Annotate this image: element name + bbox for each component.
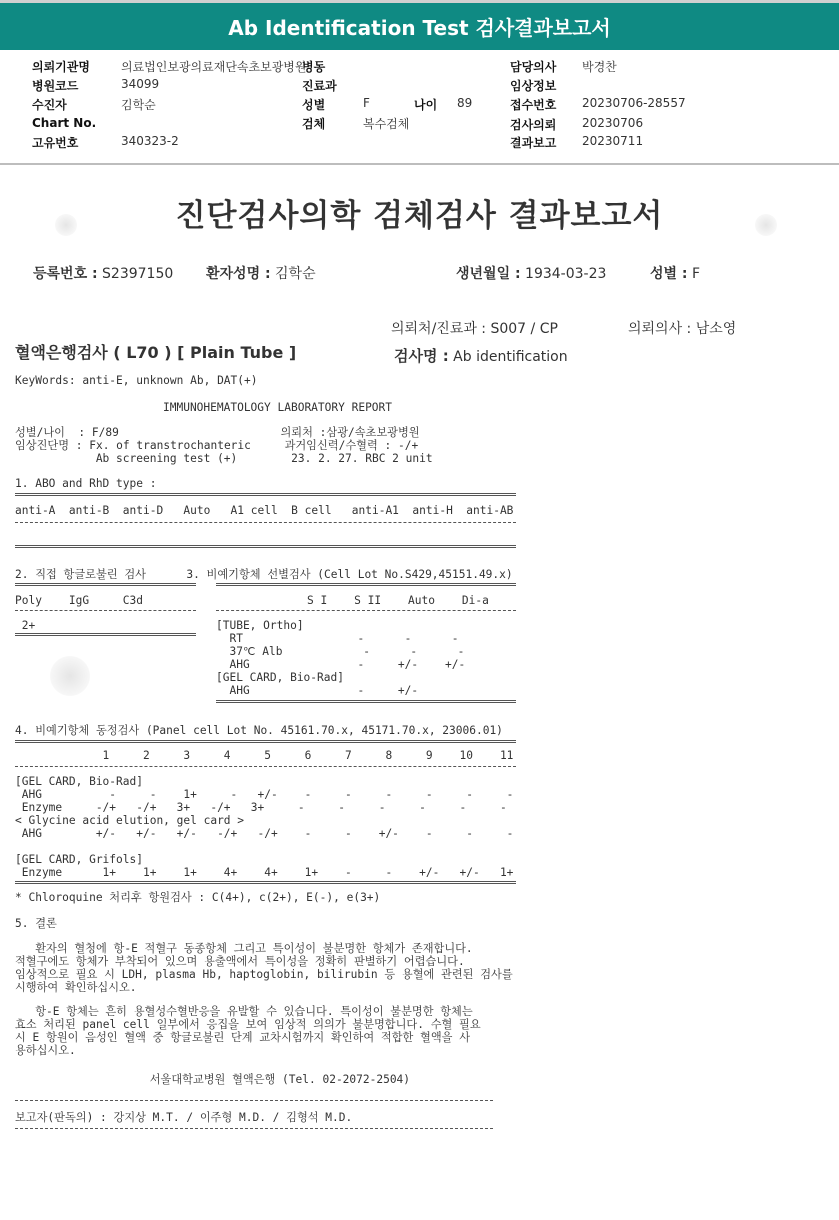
doctor-value: 박경찬 <box>582 60 617 74</box>
specimen-label: 검체 <box>302 117 326 131</box>
abo-mid-rule <box>15 522 516 523</box>
lab-report-heading: IMMUNOHEMATOLOGY LABORATORY REPORT <box>163 401 393 414</box>
unique-no-value: 340323-2 <box>121 134 179 148</box>
scanned-report <box>0 166 839 1220</box>
age-label: 나이 <box>414 98 438 112</box>
req-org-value: 의료법인보광의료재단속초보광병원 <box>121 60 307 74</box>
abo-top-rule <box>15 493 516 496</box>
receipt-no-value: 20230706-28557 <box>582 96 686 110</box>
report-date-value: 20230711 <box>582 134 644 148</box>
panel-mid-rule <box>15 766 516 767</box>
conclusion-paragraph-1: 환자의 혈청에 항-E 적혈구 동종항체 그리고 특이성이 불분명한 항체가 존재합니다. 적혈구에도 항체가 부착되어 있으며 용출액에서 특이성을 정확히 판별하기 어렵습니다. 임상적으로 필요 시 LDH, plasma Hb, haptoglobin, bilirubin 등 용혈에 관련된 검사를 시행하여 확인하십시오. <box>15 942 513 994</box>
panel-top-rule <box>15 740 516 743</box>
clinical-info-label: 임상정보 <box>510 79 557 93</box>
conclusion-title: 5. 결론 <box>15 917 57 930</box>
screen-results: [TUBE, Ortho] RT - - - 37℃ Alb - - - AHG - +/- +/- [GEL CARD, Bio-Rad] AHG - +/- <box>216 619 466 697</box>
abo-section-title: 1. ABO and RhD type : <box>15 477 157 490</box>
diagnosis-line-2: Ab screening test (+) 23. 2. 27. RBC 2 unit <box>15 452 433 465</box>
reporter-line: 보고자(판독의) : 강지상 M.T. / 이주형 M.D. / 김형석 M.D. <box>15 1111 353 1124</box>
test-name-label: 검사명 : <box>394 347 449 365</box>
dept-title: 혈액은행검사 ( L70 ) [ Plain Tube ] <box>15 343 297 362</box>
receipt-no-label: 접수번호 <box>510 98 557 112</box>
dat-value: 2+ <box>15 619 36 632</box>
header-divider <box>0 163 839 165</box>
scan-smudge <box>50 656 90 696</box>
hosp-code-label: 병원코드 <box>32 79 79 93</box>
chloroquine-line: * Chloroquine 처리후 항원검사 : C(4+), c(2+), E(-), e(3+) <box>15 891 381 904</box>
dob-label: 생년월일 : <box>456 266 521 282</box>
banner-title: Ab Identification Test 검사결과보고서 <box>228 16 611 40</box>
test-name-value: Ab identification <box>453 349 568 365</box>
screen-top-rule <box>216 583 516 586</box>
conclusion-paragraph-2: 항-E 항체는 흔히 용혈성수혈반응을 유발할 수 있습니다. 특이성이 불분명한 항체는 효소 처리된 panel cell 일부에서 응집을 보여 임상적 의의가 불분명합니다. 수혈 필요 시 E 항원이 음성인 혈액 중 항글로불린 단계 교차시험까지 확인하여 적합한 혈액을 사 용하십시오. <box>15 1005 481 1057</box>
abo-bottom-rule <box>15 545 516 548</box>
dob-value: 1934-03-23 <box>525 266 607 282</box>
chart-no-label: Chart No. <box>32 116 97 130</box>
panel-bottom-rule <box>15 881 516 884</box>
sex-age-line: 성별/나이 : F/89 의뢰처 :삼광/속초보광병원 <box>15 426 420 439</box>
dept-label: 진료과 <box>302 79 337 93</box>
dat-table-header: Poly IgG C3d <box>15 594 143 607</box>
panel-results: [GEL CARD, Bio-Rad] AHG - - 1+ - +/- - - - - - - Enzyme -/+ -/+ 3+ -/+ 3+ - - - - - - < Glycine acid elution, gel card > AHG +/- +/- +/- -/+ -/+ - - +/- - - - [GEL CARD, Grifols] Enzyme 1+ 1+ 1+ 4+ 4+ 1+ - - +/- +/- 1+ <box>15 775 514 879</box>
dat-mid-rule <box>15 610 196 611</box>
specimen-value: 복수검체 <box>363 117 410 131</box>
dat-top-rule <box>15 583 196 586</box>
age-value: 89 <box>457 96 473 110</box>
request-date-label: 검사의뢰 <box>510 118 557 132</box>
ref-doctor-value: 남소영 <box>695 321 737 337</box>
report-banner <box>0 0 839 50</box>
dat-bottom-rule <box>15 633 196 636</box>
reg-no-label: 등록번호 : <box>33 266 98 282</box>
doc-sex-label: 성별 : <box>650 266 688 282</box>
ref-dept-value: S007 / CP <box>490 321 558 337</box>
unique-no-label: 고유번호 <box>32 136 79 150</box>
dat-screening-title: 2. 직접 항글로불린 검사 3. 비예기항체 선별검사 (Cell Lot No.S429,45151.49.x) <box>15 568 513 581</box>
req-org-label: 의뢰기관명 <box>32 60 90 74</box>
screen-mid-rule <box>216 610 516 611</box>
patient-name-value: 김학순 <box>275 266 316 282</box>
diagnosis-line: 임상진단명 : Fx. of transtrochanteric 과거임신력/수혈력 : -/+ <box>15 439 419 452</box>
panel-section-title: 4. 비예기항체 동정검사 (Panel cell Lot No. 45161.70.x, 45171.70.x, 23006.01) <box>15 724 503 737</box>
screen-table-header: S I S II Auto Di-a <box>307 594 489 607</box>
doc-sex-value: F <box>691 266 701 282</box>
screen-bottom-rule <box>216 700 516 703</box>
abo-table-header: anti-A anti-B anti-D Auto A1 cell B cell anti-A1 anti-H anti-AB <box>15 504 514 517</box>
blood-bank-contact: 서울대학교병원 혈액은행 (Tel. 02-2072-2504) <box>15 1073 411 1086</box>
ref-dept-label: 의뢰처/진료과 : <box>391 321 487 337</box>
sex-value: F <box>363 96 370 110</box>
patient-label: 수진자 <box>32 98 67 112</box>
document-title: 진단검사의학 검체검사 결과보고서 <box>175 198 664 234</box>
keywords-line: KeyWords: anti-E, unknown Ab, DAT(+) <box>15 374 258 387</box>
doctor-label: 담당의사 <box>510 60 557 74</box>
reg-no-value: S2397150 <box>102 266 174 282</box>
request-date-value: 20230706 <box>582 116 644 130</box>
hosp-code-value: 34099 <box>121 77 160 91</box>
sex-label: 성별 <box>302 98 326 112</box>
panel-cell-numbers: 1 2 3 4 5 6 7 8 9 10 11 <box>15 749 514 762</box>
patient-value: 김학순 <box>121 98 156 112</box>
reporter-bottom-rule <box>15 1128 493 1129</box>
report-date-label: 결과보고 <box>510 136 557 150</box>
patient-name-label: 환자성명 : <box>206 266 271 282</box>
reporter-top-rule <box>15 1100 493 1101</box>
ward-label: 병동 <box>302 60 326 74</box>
request-info-panel <box>0 54 839 162</box>
ref-doctor-label: 의뢰의사 : <box>628 321 692 337</box>
